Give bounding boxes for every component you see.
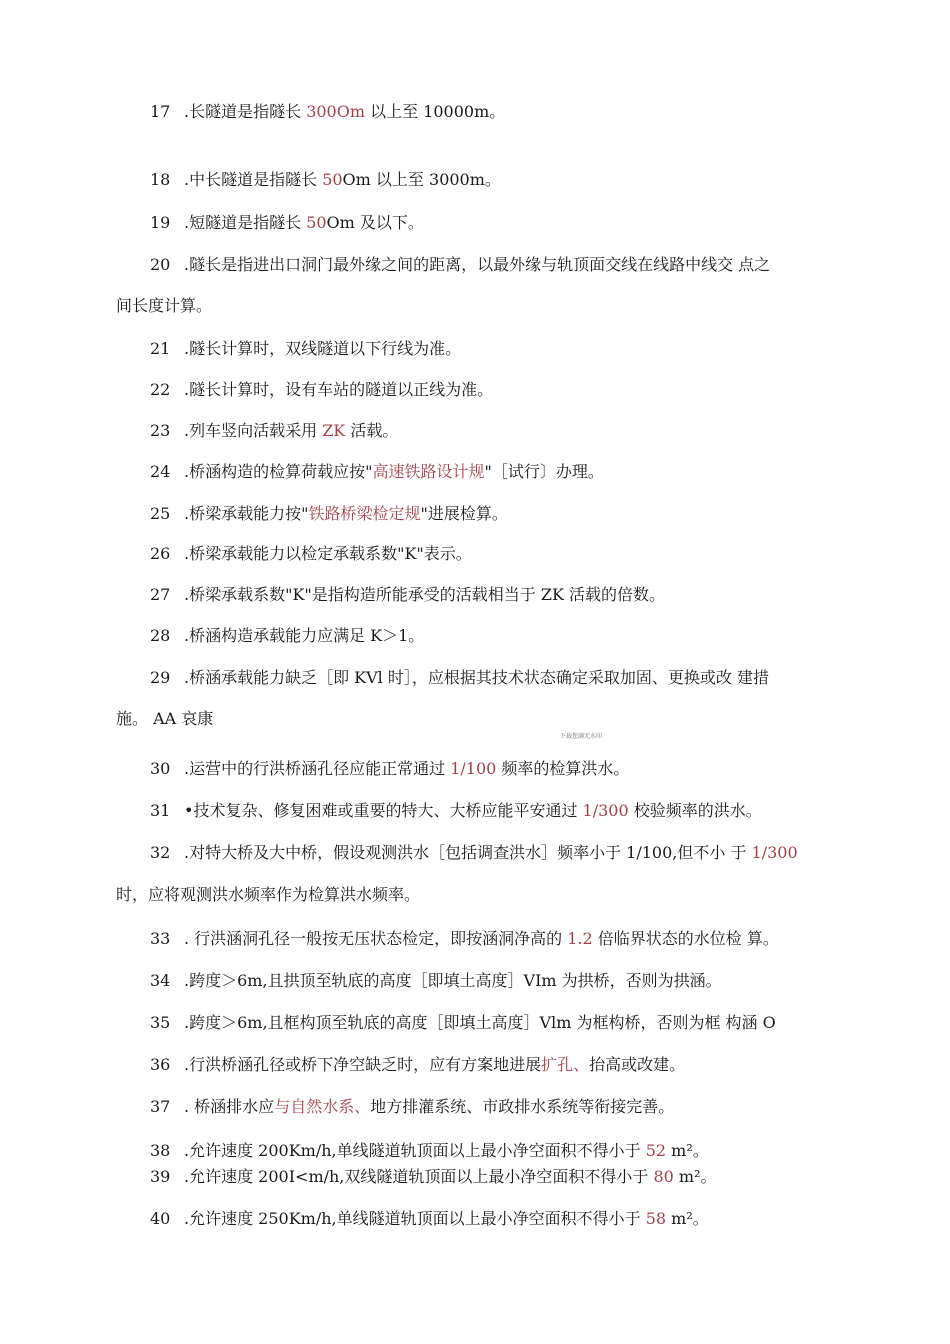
item-number: 38 — [150, 1141, 171, 1160]
item-text — [184, 1094, 674, 1120]
highlighted-term: 50 — [322, 170, 343, 189]
continuation-text: 时，应将观测洪水频率作为检算洪水频率。 — [116, 885, 421, 904]
item-text — [184, 501, 508, 527]
text-segment: "［试行〕办理。 — [484, 462, 604, 481]
continuation-text: 间长度计算。 — [116, 296, 213, 315]
text-segment: .桥涵承载能力缺乏［即 KVl 时］，应根据其技术状态确定采取加固、更换或改 建措 — [184, 668, 769, 687]
list-item — [0, 252, 950, 278]
item-text — [184, 1052, 685, 1078]
item-text — [184, 756, 629, 782]
highlighted-term: 铁路桥梁检定规 — [308, 504, 421, 523]
text-segment: .列车竖向活载采用 — [184, 421, 323, 440]
watermark-text: 下载您满无水印 — [560, 733, 603, 740]
list-item — [0, 840, 950, 866]
list-item — [0, 1206, 950, 1232]
item-number: 37 — [150, 1097, 171, 1116]
item-text — [184, 377, 493, 403]
item-number: 28 — [150, 626, 171, 645]
text-segment: .运营中的行洪桥涵孔径应能正常通过 — [184, 759, 451, 778]
text-segment: 地方排灌系统、市政排水系统等衔接完善。 — [370, 1097, 675, 1116]
highlighted-term: 58 — [645, 1209, 667, 1228]
highlighted-term: ZK — [322, 421, 346, 440]
list-item — [0, 1164, 950, 1190]
list-item — [0, 99, 950, 125]
list-item — [0, 541, 950, 567]
item-number: 32 — [150, 843, 171, 862]
item-continuation — [0, 293, 950, 319]
item-number: 34 — [150, 971, 171, 990]
list-item — [0, 798, 950, 824]
item-number: 35 — [150, 1013, 171, 1032]
text-segment: .桥梁承载系数"K"是指构造所能承受的活载相当于 ZK 活载的倍数。 — [184, 585, 666, 604]
item-number: 20 — [150, 255, 171, 274]
list-item — [0, 1052, 950, 1078]
item-number: 40 — [150, 1209, 171, 1228]
highlighted-term: 50 — [306, 213, 327, 232]
text-segment: .隧长是指进出口洞门最外缘之间的距离，以最外缘与轨顶面交线在线路中线交 点之 — [184, 255, 771, 274]
text-segment: .行洪桥涵孔径或桥下净空缺乏时，应有方案地进展 — [184, 1055, 542, 1074]
item-text — [184, 623, 424, 649]
item-continuation — [0, 706, 950, 732]
item-number: 33 — [150, 929, 171, 948]
list-item — [0, 1094, 950, 1120]
highlighted-term: 1.2 — [567, 929, 593, 948]
list-item — [0, 210, 950, 236]
text-segment: .跨度＞6m,且拱顶至轨底的高度［即填土高度］VIm 为拱桥，否则为拱涵。 — [184, 971, 722, 990]
text-segment: . 桥涵排水应 — [184, 1097, 275, 1116]
list-item — [0, 459, 950, 485]
item-number: 26 — [150, 544, 171, 563]
text-segment: m²。 — [666, 1141, 709, 1160]
item-number: 36 — [150, 1055, 171, 1074]
text-segment: m²。 — [673, 1167, 717, 1186]
text-segment: .隧长计算时，设有车站的隧道以正线为准。 — [184, 380, 494, 399]
text-segment: 频率的检算洪水。 — [496, 759, 630, 778]
item-text — [184, 968, 722, 994]
text-segment: 活载。 — [345, 421, 399, 440]
text-segment: .跨度＞6m,且框构顶至轨底的高度［即填土高度］Vlm 为框构桥，否则为框 构涵 O — [184, 1013, 776, 1032]
highlighted-term: 1/300 — [751, 843, 798, 862]
text-segment: . 行洪涵洞孔径一般按无压状态检定，即按涵洞净高的 — [184, 929, 568, 948]
text-segment: .允许速度 200I<m/h,双线隧道轨顶面以上最小净空面积不得小于 — [184, 1167, 654, 1186]
item-text — [184, 926, 779, 952]
highlighted-term: 1/300 — [582, 801, 629, 820]
item-continuation — [0, 882, 950, 908]
item-number: 27 — [150, 585, 171, 604]
item-number: 31 — [150, 801, 171, 820]
item-text — [184, 99, 505, 125]
list-item — [0, 926, 950, 952]
text-segment: .对特大桥及大中桥，假设观测洪水［包括调查洪水］频率小于 1/100,但不小 于 — [184, 843, 752, 862]
continuation-text: 施。 AA 哀康 — [116, 709, 214, 728]
highlighted-term: 80 — [653, 1167, 674, 1186]
item-text — [184, 336, 461, 362]
text-segment: .桥梁承载能力按" — [184, 504, 309, 523]
item-text — [184, 1138, 709, 1164]
text-segment: 校验频率的洪水。 — [628, 801, 762, 820]
text-segment: .短隧道是指隧长 — [184, 213, 307, 232]
text-segment: .桥梁承载能力以检定承载系数"K"表示。 — [184, 544, 472, 563]
text-segment: "进展检算。 — [420, 504, 508, 523]
highlighted-term: 扩孔、 — [541, 1055, 590, 1074]
list-item — [0, 1010, 950, 1036]
item-text — [184, 798, 762, 824]
item-text — [184, 1010, 776, 1036]
highlighted-term: 与自然水系、 — [274, 1097, 371, 1116]
list-item — [0, 501, 950, 527]
text-segment: .中长隧道是指隧长 — [184, 170, 323, 189]
item-text — [184, 665, 769, 691]
item-number: 17 — [150, 102, 171, 121]
item-text — [184, 459, 604, 485]
text-segment: 以上至 10000m。 — [365, 102, 506, 121]
list-item — [0, 582, 950, 608]
list-item — [0, 756, 950, 782]
text-segment: 倍临界状态的水位检 算。 — [592, 929, 779, 948]
item-text — [184, 541, 472, 567]
item-number: 29 — [150, 668, 171, 687]
item-number: 19 — [150, 213, 171, 232]
item-number: 22 — [150, 380, 171, 399]
item-number: 24 — [150, 462, 171, 481]
list-item — [0, 418, 950, 444]
item-text — [184, 210, 424, 236]
text-segment: .长隧道是指隧长 — [184, 102, 307, 121]
text-segment: .桥涵构造的检算荷载应按" — [184, 462, 373, 481]
highlighted-term: 52 — [645, 1141, 667, 1160]
text-segment: .隧长计算时，双线隧道以下行线为准。 — [184, 339, 462, 358]
item-text — [184, 840, 798, 866]
item-text — [184, 418, 398, 444]
item-text — [184, 1206, 709, 1232]
text-segment: •技术复杂、修复困难或重要的特大、大桥应能平安通过 — [184, 801, 583, 820]
text-segment: m²。 — [666, 1209, 709, 1228]
item-number: 39 — [150, 1167, 171, 1186]
highlighted-term: 300Om — [306, 102, 366, 121]
list-item — [0, 665, 950, 691]
list-item — [0, 623, 950, 649]
item-number: 21 — [150, 339, 171, 358]
item-text — [184, 1164, 717, 1190]
text-segment: Om 以上至 3000m。 — [342, 170, 501, 189]
item-number: 18 — [150, 170, 171, 189]
highlighted-term: 高速铁路设计规 — [372, 462, 485, 481]
item-number: 25 — [150, 504, 171, 523]
list-item — [0, 336, 950, 362]
text-segment: 抬高或改建。 — [589, 1055, 686, 1074]
highlighted-term: 1/100 — [450, 759, 497, 778]
text-segment: .桥涵构造承载能力应满足 K＞1。 — [184, 626, 425, 645]
item-number: 23 — [150, 421, 171, 440]
item-text — [184, 167, 501, 193]
item-text — [184, 582, 665, 608]
item-text — [184, 252, 770, 278]
list-item — [0, 968, 950, 994]
text-segment: Om 及以下。 — [326, 213, 424, 232]
list-item — [0, 1138, 950, 1164]
text-segment: .允许速度 250Km/h,单线隧道轨顶面以上最小净空面积不得小于 — [184, 1209, 646, 1228]
item-number: 30 — [150, 759, 171, 778]
text-segment: .允许速度 200Km/h,单线隧道轨顶面以上最小净空面积不得小于 — [184, 1141, 646, 1160]
list-item — [0, 377, 950, 403]
list-item — [0, 167, 950, 193]
